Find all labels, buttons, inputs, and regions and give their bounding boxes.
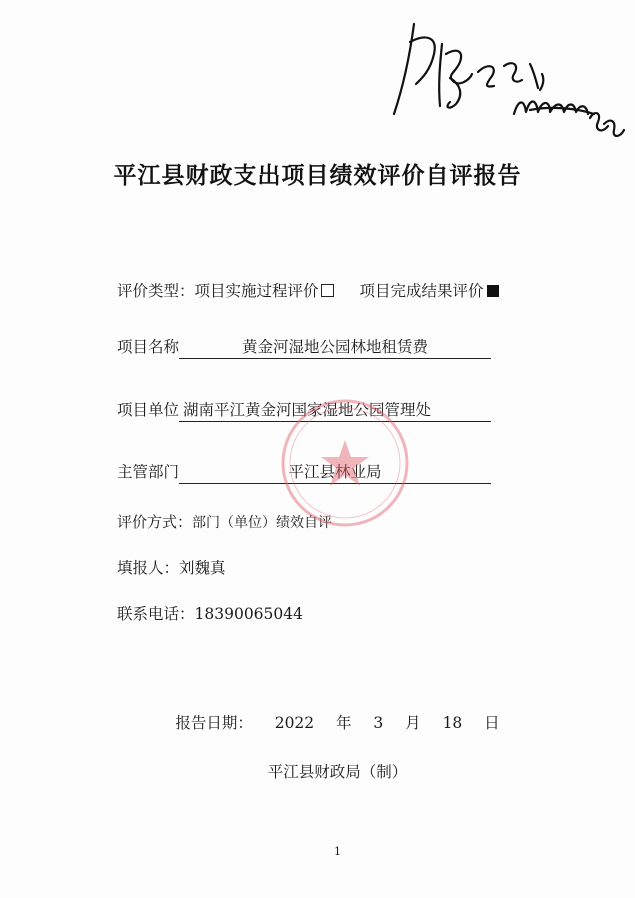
report-date-year-unit: 年 — [336, 714, 352, 732]
option-process-label: 项目实施过程评价 — [194, 282, 319, 300]
filler-value: 刘魏真 — [179, 559, 226, 577]
evaluation-method-label: 评价方式： — [117, 513, 193, 531]
report-title: 平江县财政支出项目绩效评价自评报告 — [113, 162, 522, 189]
report-date-year: 2022 — [274, 714, 315, 732]
project-name-row — [117, 335, 491, 359]
filler-label: 填报人： — [117, 559, 180, 577]
report-date-day-unit: 日 — [484, 714, 500, 732]
page-number: 1 — [334, 845, 341, 858]
unchecked-checkbox-icon — [321, 284, 334, 297]
report-date-label: 报告日期： — [175, 714, 253, 732]
option-result-label: 项目完成结果评价 — [359, 282, 484, 300]
evaluation-method-row — [117, 511, 332, 532]
report-date-month: 3 — [373, 714, 384, 732]
handwritten-signature — [380, 14, 630, 149]
option-result-evaluation — [360, 282, 499, 300]
supervising-dept-row — [117, 460, 491, 484]
report-date — [0, 711, 635, 733]
supervising-dept-value: 平江县林业局 — [179, 460, 491, 484]
project-unit-value: 湖南平江黄金河国家湿地公园管理处 — [179, 398, 491, 422]
evaluation-method-value: 部门（单位）绩效自评 — [192, 515, 333, 531]
supervising-dept-label: 主管部门 — [117, 463, 180, 481]
contact-phone-row — [117, 602, 303, 624]
contact-phone-value: 18390065044 — [194, 605, 303, 623]
project-unit-row — [117, 398, 491, 422]
evaluation-type-row — [117, 279, 499, 301]
issuer: 平江县财政局（制） — [267, 763, 408, 781]
evaluation-type-label: 评价类型： — [117, 282, 195, 300]
checked-checkbox-icon — [487, 285, 499, 297]
project-name-value: 黄金河湿地公园林地租赁费 — [179, 335, 491, 359]
contact-phone-label: 联系电话： — [117, 605, 195, 623]
filler-row — [117, 556, 226, 578]
report-date-month-unit: 月 — [405, 714, 421, 732]
project-name-label: 项目名称 — [117, 338, 180, 356]
project-unit-label: 项目单位 — [117, 401, 180, 419]
report-date-day: 18 — [442, 714, 463, 732]
option-process-evaluation — [195, 282, 334, 300]
